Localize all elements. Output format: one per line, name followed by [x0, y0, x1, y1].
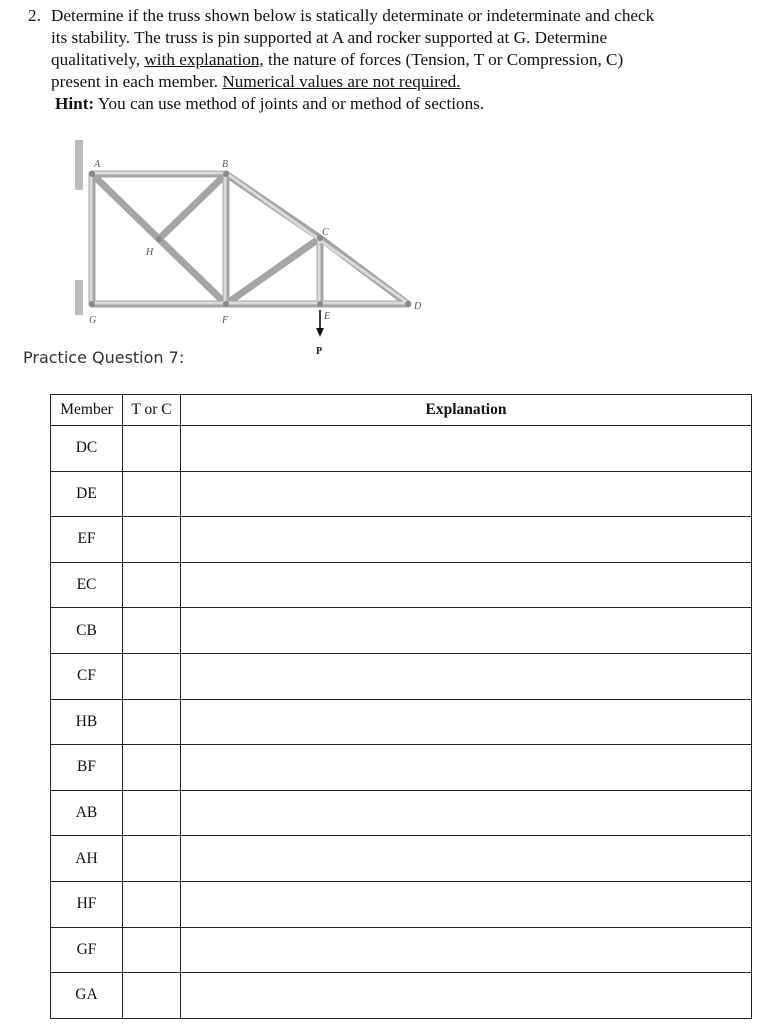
t-or-c-cell[interactable] — [123, 836, 181, 882]
t-or-c-cell[interactable] — [123, 653, 181, 699]
explanation-cell[interactable] — [181, 745, 752, 791]
label-e: E — [324, 311, 331, 322]
table-row — [51, 745, 752, 791]
table-row — [51, 790, 752, 836]
member-cell: HF — [51, 881, 123, 927]
question-line-4-start: present in each member. — [51, 72, 223, 91]
truss-members — [92, 174, 408, 304]
question-text — [51, 5, 768, 93]
question-number: 2. — [28, 6, 41, 25]
member-cell: EF — [51, 517, 123, 563]
hint-label: Hint: — [55, 94, 95, 113]
explanation-cell[interactable] — [181, 562, 752, 608]
member-cell: BF — [51, 745, 123, 791]
explanation-cell[interactable] — [181, 426, 752, 472]
table-header-row — [51, 395, 752, 426]
member-cell: GA — [51, 973, 123, 1019]
member-cell: CB — [51, 608, 123, 654]
member-cell: AH — [51, 836, 123, 882]
t-or-c-cell[interactable] — [123, 790, 181, 836]
table-row — [51, 608, 752, 654]
table-row — [51, 517, 752, 563]
t-or-c-cell[interactable] — [123, 745, 181, 791]
t-or-c-cell[interactable] — [123, 562, 181, 608]
question-line-2: its stability. The truss is pin supported at A and rocker supported at G. Determine — [51, 28, 608, 47]
explanation-cell[interactable] — [181, 881, 752, 927]
question-line-1: Determine if the truss shown below is statically determinate or indeterminate and check — [51, 6, 655, 25]
table-row — [51, 836, 752, 882]
member-cell: DC — [51, 426, 123, 472]
hint-text: You can use method of joints and or method of sections. — [94, 94, 485, 113]
explanation-cell[interactable] — [181, 699, 752, 745]
explanation-cell[interactable] — [181, 973, 752, 1019]
member-ah — [92, 174, 159, 239]
table-row — [51, 471, 752, 517]
explanation-cell[interactable] — [181, 836, 752, 882]
explanation-cell[interactable] — [181, 471, 752, 517]
member-cell: HB — [51, 699, 123, 745]
underlined-with-explanation: with explanation, — [144, 50, 264, 69]
t-or-c-cell[interactable] — [123, 426, 181, 472]
t-or-c-cell[interactable] — [123, 517, 181, 563]
table-row — [51, 881, 752, 927]
question-line-3-end: the nature of forces (Tension, T or Compression, C) — [263, 50, 624, 69]
label-f: F — [222, 315, 229, 326]
question-block — [28, 5, 768, 115]
header-t-or-c: T or C — [123, 395, 181, 426]
label-g: G — [89, 315, 97, 326]
header-member: Member — [51, 395, 123, 426]
table-row — [51, 973, 752, 1019]
explanation-cell[interactable] — [181, 517, 752, 563]
member-cell: DE — [51, 471, 123, 517]
member-force-table — [50, 394, 752, 1019]
table-row — [51, 426, 752, 472]
explanation-cell[interactable] — [181, 653, 752, 699]
member-hf — [159, 239, 226, 304]
load-arrow-head — [316, 328, 324, 337]
member-cf — [226, 238, 320, 304]
question-line-3 — [51, 49, 768, 71]
label-a: A — [94, 159, 101, 170]
explanation-cell[interactable] — [181, 927, 752, 973]
label-c: C — [322, 227, 329, 238]
member-cell: GF — [51, 927, 123, 973]
question-line-4 — [51, 71, 768, 93]
hint-line — [55, 93, 768, 115]
underlined-numerical-note: Numerical values are not required. — [222, 72, 461, 91]
wall-support-a — [75, 140, 83, 190]
member-cell: CF — [51, 653, 123, 699]
label-h: H — [146, 247, 154, 258]
table-body — [51, 426, 752, 1019]
explanation-cell[interactable] — [181, 790, 752, 836]
table-row — [51, 927, 752, 973]
t-or-c-cell[interactable] — [123, 927, 181, 973]
practice-question-label: Practice Question 7: — [23, 348, 185, 367]
table-row — [51, 653, 752, 699]
member-hb — [159, 174, 226, 239]
member-cell: AB — [51, 790, 123, 836]
t-or-c-cell[interactable] — [123, 608, 181, 654]
label-d: D — [414, 301, 422, 312]
t-or-c-cell[interactable] — [123, 881, 181, 927]
table-row — [51, 699, 752, 745]
t-or-c-cell[interactable] — [123, 699, 181, 745]
t-or-c-cell[interactable] — [123, 471, 181, 517]
header-explanation: Explanation — [181, 395, 752, 426]
t-or-c-cell[interactable] — [123, 973, 181, 1019]
question-line-3-start: qualitatively, — [51, 50, 145, 69]
label-p: P — [316, 346, 323, 357]
truss-figure — [0, 140, 450, 360]
wall-support-g — [75, 280, 83, 315]
member-cell: EC — [51, 562, 123, 608]
table-row — [51, 562, 752, 608]
explanation-cell[interactable] — [181, 608, 752, 654]
label-b: B — [222, 159, 229, 170]
